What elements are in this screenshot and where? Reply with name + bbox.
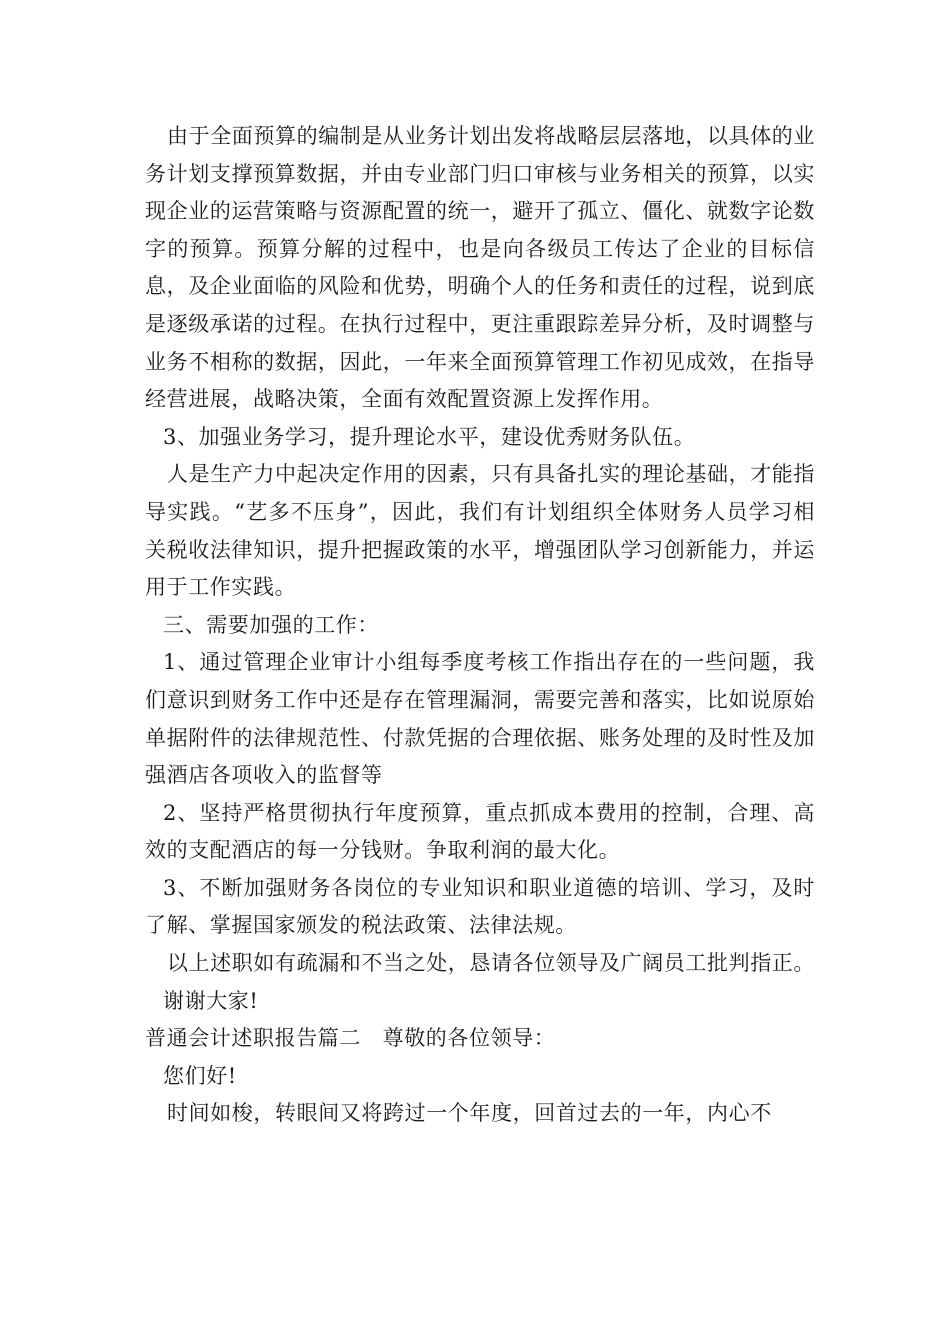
section-title-part-two: 普通会计述职报告篇二 尊敬的各位领导：: [145, 1026, 556, 1051]
paragraph-time-flies: 时间如梭，转眼间又将跨过一个年度，回首过去的一年，内心不: [167, 1101, 772, 1126]
paragraph-closing-remarks: 以上述职如有疏漏和不当之处，恳请各位领导及广阔员工批判指正。: [167, 951, 815, 976]
section-heading-improvements: 三、需要加强的工作：: [163, 612, 379, 637]
paragraph-productivity: 人是生产力中起决定作用的因素，只有具备扎实的理论基础，才能指导实践。“艺多不压身”，因此，我们有计划组织全体财务人员学习相关税收法律知识，提升把握政策的水平，增强团队学习创新能力，并运用于工作实践。: [145, 462, 815, 600]
paragraph-item-3-study: 3、加强业务学习，提升理论水平，建设优秀财务队伍。: [163, 424, 696, 449]
paragraph-budget-process: 由于全面预算的编制是从业务计划出发将战略层层落地，以具体的业务计划支撑预算数据，并由专业部门归口审核与业务相关的预算，以实现企业的运营策略与资源配置的统一，避开了孤立、僵化、就数字论数字的预算。预算分解的过程中，也是向各级员工传达了企业的目标信息，及企业面临的风险和优势，明确个人的任务和责任的过程，说到底是逐级承诺的过程。在执行过程中，更注重跟踪差异分析，及时调整与业务不相称的数据，因此，一年来全面预算管理工作初见成效，在指导经营进展，战略决策，全面有效配置资源上发挥作用。: [145, 124, 815, 412]
paragraph-item-3-training: 3、不断加强财务各岗位的专业知识和职业道德的培训、学习，及时了解、掌握国家颁发的税法政策、法律法规。: [145, 875, 815, 938]
document-body: [145, 118, 815, 1133]
paragraph-item-2-budget: 2、坚持严格贯彻执行年度预算，重点抓成本费用的控制，合理、高效的支配酒店的每一分钱财。争取利润的最大化。: [145, 800, 815, 863]
paragraph-item-1-audit: 1、通过管理企业审计小组每季度考核工作指出存在的一些问题，我们意识到财务工作中还是存在管理漏洞，需要完善和落实，比如说原始单据附件的法律规范性、付款凭据的合理依据、账务处理的及时性及加强酒店各项收入的监督等: [145, 650, 815, 788]
paragraph-greeting: 您们好!: [163, 1063, 237, 1088]
paragraph-thanks: 谢谢大家!: [163, 988, 259, 1013]
